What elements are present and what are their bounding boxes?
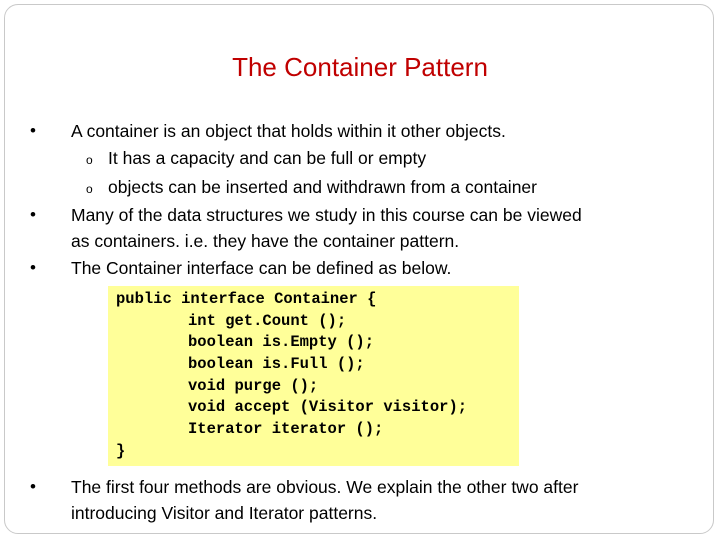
bullet-marker: •: [30, 205, 36, 224]
bullet-text: A container is an object that holds within it other objects.: [71, 121, 506, 141]
sub-bullet-text: objects can be inserted and withdrawn from a container: [108, 177, 537, 197]
code-line: public interface Container {: [116, 290, 377, 308]
bullet-marker: •: [30, 477, 36, 496]
sub-bullet-marker: o: [86, 182, 93, 196]
code-line: boolean is.Full ();: [188, 355, 365, 373]
code-line: }: [116, 442, 126, 460]
code-line: void purge ();: [188, 377, 319, 395]
bullet-text: The Container interface can be defined as below.: [71, 258, 452, 278]
code-line: Iterator iterator ();: [188, 420, 384, 438]
code-line: boolean is.Empty ();: [188, 333, 375, 351]
bullet-text: The first four methods are obvious. We explain the other two after: [71, 477, 579, 497]
bullet-marker: •: [30, 258, 36, 277]
bullet-marker: •: [30, 121, 36, 140]
bullet-text-continued: introducing Visitor and Iterator patterns.: [71, 503, 378, 523]
code-block: [108, 286, 519, 466]
code-line: void accept (Visitor visitor);: [188, 398, 468, 416]
sub-bullet-text: It has a capacity and can be full or empty: [108, 148, 427, 168]
bullet-text-continued: as containers. i.e. they have the container pattern.: [71, 231, 460, 251]
bullet-text: Many of the data structures we study in this course can be viewed: [71, 205, 582, 225]
sub-bullet-marker: o: [86, 153, 93, 167]
slide-title: The Container Pattern: [232, 52, 488, 82]
code-line: int get.Count ();: [188, 312, 347, 330]
